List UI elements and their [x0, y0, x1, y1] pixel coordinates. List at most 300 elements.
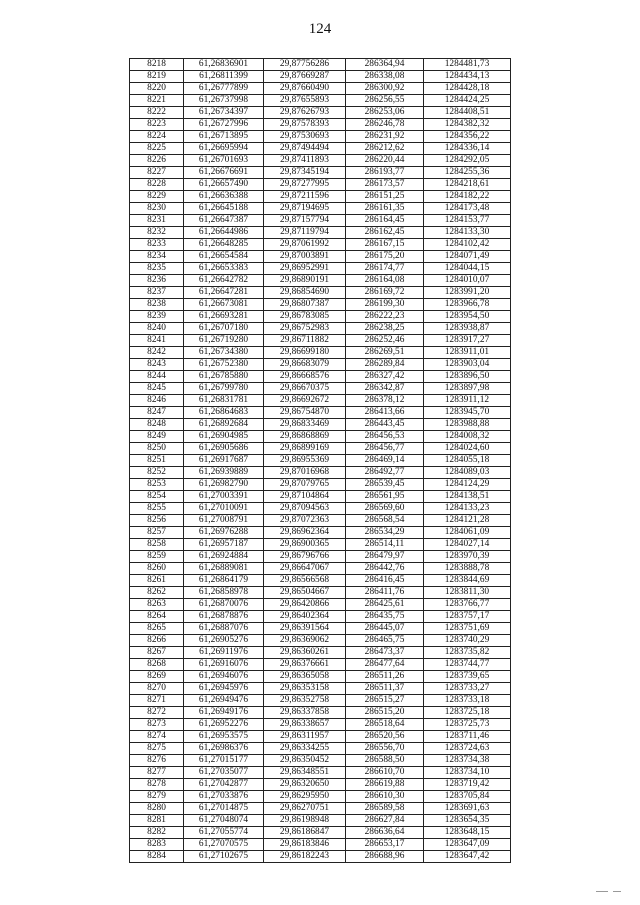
point-number-cell: 8234	[130, 251, 184, 263]
point-number-cell: 8220	[130, 83, 184, 95]
longitude-cell: 29,86854690	[264, 287, 346, 299]
y-coordinate-cell: 1284121,28	[424, 515, 511, 527]
x-coordinate-cell: 286610,30	[346, 791, 424, 803]
latitude-cell: 61,26878876	[184, 611, 264, 623]
table-row	[130, 203, 511, 215]
point-number-cell: 8277	[130, 767, 184, 779]
x-coordinate-cell: 286442,76	[346, 563, 424, 575]
x-coordinate-cell: 286173,57	[346, 179, 424, 191]
table-row	[130, 359, 511, 371]
longitude-cell: 29,87119794	[264, 227, 346, 239]
point-number-cell: 8239	[130, 311, 184, 323]
table-row	[130, 839, 511, 851]
y-coordinate-cell: 1284010,07	[424, 275, 511, 287]
longitude-cell: 29,86295950	[264, 791, 346, 803]
x-coordinate-cell: 286445,07	[346, 623, 424, 635]
point-number-cell: 8269	[130, 671, 184, 683]
y-coordinate-cell: 1284071,49	[424, 251, 511, 263]
table-row	[130, 407, 511, 419]
x-coordinate-cell: 286167,15	[346, 239, 424, 251]
point-number-cell: 8256	[130, 515, 184, 527]
latitude-cell: 61,26636388	[184, 191, 264, 203]
latitude-cell: 61,27055774	[184, 827, 264, 839]
table-row	[130, 167, 511, 179]
point-number-cell: 8237	[130, 287, 184, 299]
latitude-cell: 61,27015177	[184, 755, 264, 767]
longitude-cell: 29,86376661	[264, 659, 346, 671]
table-row	[130, 479, 511, 491]
longitude-cell: 29,86360261	[264, 647, 346, 659]
table-row	[130, 743, 511, 755]
x-coordinate-cell: 286473,37	[346, 647, 424, 659]
scan-mark	[596, 891, 608, 892]
latitude-cell: 61,26734380	[184, 347, 264, 359]
table-row	[130, 347, 511, 359]
point-number-cell: 8278	[130, 779, 184, 791]
longitude-cell: 29,87660490	[264, 83, 346, 95]
x-coordinate-cell: 286479,97	[346, 551, 424, 563]
point-number-cell: 8222	[130, 107, 184, 119]
y-coordinate-cell: 1283844,69	[424, 575, 511, 587]
y-coordinate-cell: 1284133,23	[424, 503, 511, 515]
x-coordinate-cell: 286364,94	[346, 59, 424, 71]
x-coordinate-cell: 286162,45	[346, 227, 424, 239]
x-coordinate-cell: 286469,14	[346, 455, 424, 467]
x-coordinate-cell: 286174,77	[346, 263, 424, 275]
point-number-cell: 8219	[130, 71, 184, 83]
latitude-cell: 61,26982790	[184, 479, 264, 491]
latitude-cell: 61,26648285	[184, 239, 264, 251]
y-coordinate-cell: 1283888,78	[424, 563, 511, 575]
longitude-cell: 29,86899169	[264, 443, 346, 455]
x-coordinate-cell: 286636,64	[346, 827, 424, 839]
x-coordinate-cell: 286231,92	[346, 131, 424, 143]
longitude-cell: 29,86186847	[264, 827, 346, 839]
point-number-cell: 8258	[130, 539, 184, 551]
x-coordinate-cell: 286619,88	[346, 779, 424, 791]
latitude-cell: 61,26911976	[184, 647, 264, 659]
point-number-cell: 8252	[130, 467, 184, 479]
table-row	[130, 515, 511, 527]
latitude-cell: 61,26727996	[184, 119, 264, 131]
x-coordinate-cell: 286511,26	[346, 671, 424, 683]
latitude-cell: 61,26831781	[184, 395, 264, 407]
x-coordinate-cell: 286539,45	[346, 479, 424, 491]
x-coordinate-cell: 286610,70	[346, 767, 424, 779]
table-row	[130, 731, 511, 743]
point-number-cell: 8274	[130, 731, 184, 743]
y-coordinate-cell: 1283896,50	[424, 371, 511, 383]
y-coordinate-cell: 1284292,05	[424, 155, 511, 167]
table-row	[130, 551, 511, 563]
latitude-cell: 61,26799780	[184, 383, 264, 395]
longitude-cell: 29,87345194	[264, 167, 346, 179]
latitude-cell: 61,27042877	[184, 779, 264, 791]
latitude-cell: 61,26693281	[184, 311, 264, 323]
latitude-cell: 61,26917687	[184, 455, 264, 467]
latitude-cell: 61,27014875	[184, 803, 264, 815]
longitude-cell: 29,86952991	[264, 263, 346, 275]
table-row	[130, 707, 511, 719]
table-row	[130, 491, 511, 503]
latitude-cell: 61,26986376	[184, 743, 264, 755]
point-number-cell: 8240	[130, 323, 184, 335]
y-coordinate-cell: 1283911,01	[424, 347, 511, 359]
y-coordinate-cell: 1283757,17	[424, 611, 511, 623]
longitude-cell: 29,87494494	[264, 143, 346, 155]
x-coordinate-cell: 286515,27	[346, 695, 424, 707]
latitude-cell: 61,26858978	[184, 587, 264, 599]
x-coordinate-cell: 286465,75	[346, 635, 424, 647]
point-number-cell: 8254	[130, 491, 184, 503]
x-coordinate-cell: 286238,25	[346, 323, 424, 335]
latitude-cell: 61,27003391	[184, 491, 264, 503]
point-number-cell: 8230	[130, 203, 184, 215]
longitude-cell: 29,87578393	[264, 119, 346, 131]
longitude-cell: 29,86668576	[264, 371, 346, 383]
table-row	[130, 335, 511, 347]
longitude-cell: 29,86890191	[264, 275, 346, 287]
point-number-cell: 8270	[130, 683, 184, 695]
y-coordinate-cell: 1283744,77	[424, 659, 511, 671]
x-coordinate-cell: 286289,84	[346, 359, 424, 371]
y-coordinate-cell: 1283988,88	[424, 419, 511, 431]
longitude-cell: 29,86311957	[264, 731, 346, 743]
y-coordinate-cell: 1284218,61	[424, 179, 511, 191]
longitude-cell: 29,86338657	[264, 719, 346, 731]
table-row	[130, 647, 511, 659]
latitude-cell: 61,27048074	[184, 815, 264, 827]
latitude-cell: 61,27070575	[184, 839, 264, 851]
point-number-cell: 8251	[130, 455, 184, 467]
x-coordinate-cell: 286520,56	[346, 731, 424, 743]
x-coordinate-cell: 286378,12	[346, 395, 424, 407]
table-row	[130, 539, 511, 551]
x-coordinate-cell: 286169,72	[346, 287, 424, 299]
coordinates-table	[129, 58, 511, 863]
longitude-cell: 29,87655893	[264, 95, 346, 107]
point-number-cell: 8227	[130, 167, 184, 179]
table-row	[130, 683, 511, 695]
x-coordinate-cell: 286589,58	[346, 803, 424, 815]
point-number-cell: 8283	[130, 839, 184, 851]
table-row	[130, 107, 511, 119]
longitude-cell: 29,86807387	[264, 299, 346, 311]
longitude-cell: 29,87072363	[264, 515, 346, 527]
longitude-cell: 29,86198948	[264, 815, 346, 827]
x-coordinate-cell: 286161,35	[346, 203, 424, 215]
longitude-cell: 29,87211596	[264, 191, 346, 203]
table-row	[130, 563, 511, 575]
table-row	[130, 695, 511, 707]
point-number-cell: 8266	[130, 635, 184, 647]
latitude-cell: 61,26654584	[184, 251, 264, 263]
point-number-cell: 8225	[130, 143, 184, 155]
y-coordinate-cell: 1284133,30	[424, 227, 511, 239]
y-coordinate-cell: 1283751,69	[424, 623, 511, 635]
latitude-cell: 61,26957187	[184, 539, 264, 551]
longitude-cell: 29,86402364	[264, 611, 346, 623]
latitude-cell: 61,26887076	[184, 623, 264, 635]
y-coordinate-cell: 1283811,30	[424, 587, 511, 599]
table-row	[130, 575, 511, 587]
x-coordinate-cell: 286568,54	[346, 515, 424, 527]
point-number-cell: 8224	[130, 131, 184, 143]
table-row	[130, 779, 511, 791]
latitude-cell: 61,26811399	[184, 71, 264, 83]
y-coordinate-cell: 1284024,60	[424, 443, 511, 455]
longitude-cell: 29,86504667	[264, 587, 346, 599]
longitude-cell: 29,87626793	[264, 107, 346, 119]
x-coordinate-cell: 286413,66	[346, 407, 424, 419]
point-number-cell: 8241	[130, 335, 184, 347]
y-coordinate-cell: 1284356,22	[424, 131, 511, 143]
y-coordinate-cell: 1284044,15	[424, 263, 511, 275]
point-number-cell: 8242	[130, 347, 184, 359]
longitude-cell: 29,86783085	[264, 311, 346, 323]
longitude-cell: 29,86754870	[264, 407, 346, 419]
latitude-cell: 61,26949476	[184, 695, 264, 707]
longitude-cell: 29,86348551	[264, 767, 346, 779]
point-number-cell: 8263	[130, 599, 184, 611]
point-number-cell: 8238	[130, 299, 184, 311]
latitude-cell: 61,26864179	[184, 575, 264, 587]
x-coordinate-cell: 286443,45	[346, 419, 424, 431]
point-number-cell: 8249	[130, 431, 184, 443]
longitude-cell: 29,86365058	[264, 671, 346, 683]
longitude-cell: 29,87104864	[264, 491, 346, 503]
y-coordinate-cell: 1284382,32	[424, 119, 511, 131]
latitude-cell: 61,26647281	[184, 287, 264, 299]
point-number-cell: 8255	[130, 503, 184, 515]
x-coordinate-cell: 286212,62	[346, 143, 424, 155]
point-number-cell: 8276	[130, 755, 184, 767]
longitude-cell: 29,86420866	[264, 599, 346, 611]
y-coordinate-cell: 1283897,98	[424, 383, 511, 395]
latitude-cell: 61,26719280	[184, 335, 264, 347]
table-row	[130, 299, 511, 311]
latitude-cell: 61,26657490	[184, 179, 264, 191]
point-number-cell: 8221	[130, 95, 184, 107]
table-row	[130, 467, 511, 479]
y-coordinate-cell: 1283938,87	[424, 323, 511, 335]
table-row	[130, 419, 511, 431]
table-row	[130, 719, 511, 731]
x-coordinate-cell: 286456,53	[346, 431, 424, 443]
latitude-cell: 61,26946076	[184, 671, 264, 683]
longitude-cell: 29,87669287	[264, 71, 346, 83]
latitude-cell: 61,26645188	[184, 203, 264, 215]
y-coordinate-cell: 1283734,10	[424, 767, 511, 779]
point-number-cell: 8275	[130, 743, 184, 755]
longitude-cell: 29,87194695	[264, 203, 346, 215]
y-coordinate-cell: 1283739,65	[424, 671, 511, 683]
longitude-cell: 29,86699180	[264, 347, 346, 359]
x-coordinate-cell: 286411,76	[346, 587, 424, 599]
y-coordinate-cell: 1283733,27	[424, 683, 511, 695]
point-number-cell: 8244	[130, 371, 184, 383]
y-coordinate-cell: 1284089,03	[424, 467, 511, 479]
point-number-cell: 8243	[130, 359, 184, 371]
latitude-cell: 61,26949176	[184, 707, 264, 719]
latitude-cell: 61,27033876	[184, 791, 264, 803]
longitude-cell: 29,86353158	[264, 683, 346, 695]
table-row	[130, 767, 511, 779]
y-coordinate-cell: 1283733,18	[424, 695, 511, 707]
latitude-cell: 61,26836901	[184, 59, 264, 71]
y-coordinate-cell: 1283970,39	[424, 551, 511, 563]
page-number: 124	[308, 21, 332, 37]
coordinates-table-body	[130, 59, 511, 863]
latitude-cell: 61,26701693	[184, 155, 264, 167]
longitude-cell: 29,86369062	[264, 635, 346, 647]
table-row	[130, 503, 511, 515]
point-number-cell: 8226	[130, 155, 184, 167]
latitude-cell: 61,26952276	[184, 719, 264, 731]
latitude-cell: 61,26642782	[184, 275, 264, 287]
latitude-cell: 61,26644986	[184, 227, 264, 239]
point-number-cell: 8231	[130, 215, 184, 227]
longitude-cell: 29,87411893	[264, 155, 346, 167]
longitude-cell: 29,86270751	[264, 803, 346, 815]
y-coordinate-cell: 1283711,46	[424, 731, 511, 743]
longitude-cell: 29,86683079	[264, 359, 346, 371]
x-coordinate-cell: 286627,84	[346, 815, 424, 827]
longitude-cell: 29,87061992	[264, 239, 346, 251]
point-number-cell: 8264	[130, 611, 184, 623]
latitude-cell: 61,26916076	[184, 659, 264, 671]
y-coordinate-cell: 1283654,35	[424, 815, 511, 827]
y-coordinate-cell: 1283991,20	[424, 287, 511, 299]
table-row	[130, 755, 511, 767]
table-row	[130, 275, 511, 287]
table-row	[130, 311, 511, 323]
table-row	[130, 587, 511, 599]
longitude-cell: 29,86183846	[264, 839, 346, 851]
y-coordinate-cell: 1284424,25	[424, 95, 511, 107]
y-coordinate-cell: 1283735,82	[424, 647, 511, 659]
point-number-cell: 8279	[130, 791, 184, 803]
x-coordinate-cell: 286518,64	[346, 719, 424, 731]
table-row	[130, 179, 511, 191]
latitude-cell: 61,26734397	[184, 107, 264, 119]
point-number-cell: 8272	[130, 707, 184, 719]
table-row	[130, 155, 511, 167]
point-number-cell: 8218	[130, 59, 184, 71]
point-number-cell: 8248	[130, 419, 184, 431]
x-coordinate-cell: 286653,17	[346, 839, 424, 851]
latitude-cell: 61,26953575	[184, 731, 264, 743]
longitude-cell: 29,86955369	[264, 455, 346, 467]
table-row	[130, 455, 511, 467]
point-number-cell: 8233	[130, 239, 184, 251]
y-coordinate-cell: 1284428,18	[424, 83, 511, 95]
y-coordinate-cell: 1284434,13	[424, 71, 511, 83]
y-coordinate-cell: 1284124,29	[424, 479, 511, 491]
table-row	[130, 623, 511, 635]
longitude-cell: 29,87094563	[264, 503, 346, 515]
latitude-cell: 61,26737998	[184, 95, 264, 107]
point-number-cell: 8262	[130, 587, 184, 599]
y-coordinate-cell: 1284481,73	[424, 59, 511, 71]
table-row	[130, 431, 511, 443]
y-coordinate-cell: 1283917,27	[424, 335, 511, 347]
longitude-cell: 29,87016968	[264, 467, 346, 479]
y-coordinate-cell: 1283734,38	[424, 755, 511, 767]
x-coordinate-cell: 286199,30	[346, 299, 424, 311]
longitude-cell: 29,86692672	[264, 395, 346, 407]
latitude-cell: 61,26904985	[184, 431, 264, 443]
x-coordinate-cell: 286175,20	[346, 251, 424, 263]
y-coordinate-cell: 1283966,78	[424, 299, 511, 311]
x-coordinate-cell: 286253,06	[346, 107, 424, 119]
longitude-cell: 29,87530693	[264, 131, 346, 143]
table-row	[130, 263, 511, 275]
latitude-cell: 61,26785880	[184, 371, 264, 383]
y-coordinate-cell: 1284182,22	[424, 191, 511, 203]
table-row	[130, 239, 511, 251]
longitude-cell: 29,87277995	[264, 179, 346, 191]
latitude-cell: 61,27010091	[184, 503, 264, 515]
table-row	[130, 251, 511, 263]
longitude-cell: 29,86711882	[264, 335, 346, 347]
y-coordinate-cell: 1283766,77	[424, 599, 511, 611]
longitude-cell: 29,86752983	[264, 323, 346, 335]
longitude-cell: 29,86566568	[264, 575, 346, 587]
x-coordinate-cell: 286220,44	[346, 155, 424, 167]
point-number-cell: 8229	[130, 191, 184, 203]
x-coordinate-cell: 286425,61	[346, 599, 424, 611]
x-coordinate-cell: 286556,70	[346, 743, 424, 755]
table-row	[130, 635, 511, 647]
point-number-cell: 8280	[130, 803, 184, 815]
point-number-cell: 8245	[130, 383, 184, 395]
point-number-cell: 8265	[130, 623, 184, 635]
latitude-cell: 61,26647387	[184, 215, 264, 227]
longitude-cell: 29,86391564	[264, 623, 346, 635]
x-coordinate-cell: 286342,87	[346, 383, 424, 395]
x-coordinate-cell: 286456,77	[346, 443, 424, 455]
x-coordinate-cell: 286256,55	[346, 95, 424, 107]
y-coordinate-cell: 1283648,15	[424, 827, 511, 839]
x-coordinate-cell: 286327,42	[346, 371, 424, 383]
table-row	[130, 599, 511, 611]
longitude-cell: 29,87079765	[264, 479, 346, 491]
y-coordinate-cell: 1284102,42	[424, 239, 511, 251]
y-coordinate-cell: 1284027,14	[424, 539, 511, 551]
latitude-cell: 61,26924884	[184, 551, 264, 563]
table-row	[130, 671, 511, 683]
longitude-cell: 29,87756286	[264, 59, 346, 71]
table-row	[130, 143, 511, 155]
x-coordinate-cell: 286511,37	[346, 683, 424, 695]
x-coordinate-cell: 286300,92	[346, 83, 424, 95]
point-number-cell: 8232	[130, 227, 184, 239]
point-number-cell: 8261	[130, 575, 184, 587]
y-coordinate-cell: 1283691,63	[424, 803, 511, 815]
table-row	[130, 791, 511, 803]
table-row	[130, 815, 511, 827]
table-row	[130, 395, 511, 407]
y-coordinate-cell: 1283740,29	[424, 635, 511, 647]
y-coordinate-cell: 1284336,14	[424, 143, 511, 155]
point-number-cell: 8273	[130, 719, 184, 731]
longitude-cell: 29,86833469	[264, 419, 346, 431]
latitude-cell: 61,27035077	[184, 767, 264, 779]
x-coordinate-cell: 286435,75	[346, 611, 424, 623]
x-coordinate-cell: 286515,20	[346, 707, 424, 719]
x-coordinate-cell: 286193,77	[346, 167, 424, 179]
